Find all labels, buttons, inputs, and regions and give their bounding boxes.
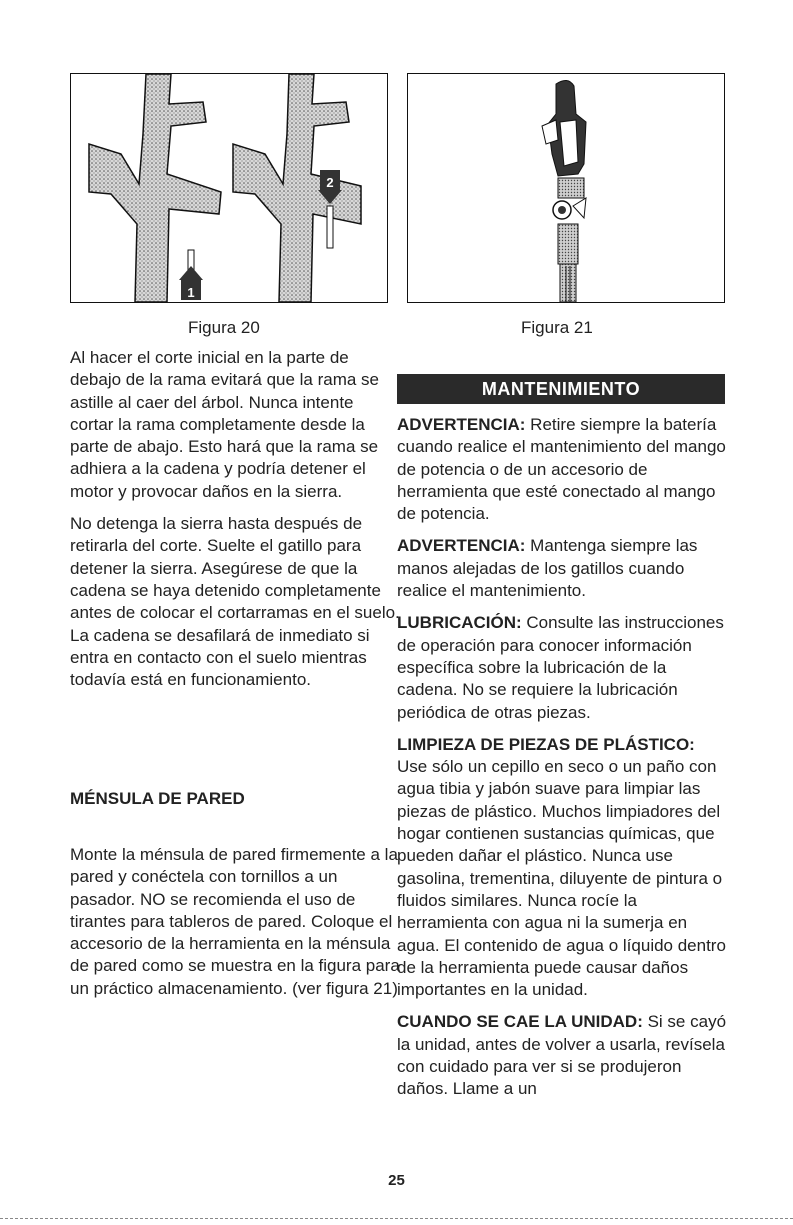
section-heading-wall-bracket: MÉNSULA DE PARED [70,789,245,808]
figure-20-illustration [70,73,388,303]
cleaning-section: LIMPIEZA DE PIEZAS DE PLÁSTICO: Use sólo un cepillo en seco o un paño con agua tibia y jabón suave para limpiar las piezas de plástico. Muchos limpiadores del hogar contienen sustancias químicas, que pueden dañar el plástico. Nunca use gasolina, trementina, diluyente de pintura o fluidos similares. Nunca rocíe la herramienta con agua ni la sumerja en agua. El contenido de agua o líquido dentro de la herramienta puede causar daños importantes en la unidad. [397,734,726,1000]
marker-1: 1 [187,285,195,300]
footer-divider [0,1218,793,1219]
left-column [70,347,400,701]
page-number: 25 [388,1172,405,1189]
lubrication-section: LUBRICACIÓN: Consulte las instrucciones de operación para conocer información específica sobre la lubricación de la cadena. No se requiere la lubricación periódica de otras piezas. [397,613,724,722]
figure-21-caption: Figura 21 [521,318,593,337]
wall-bracket-diagram [408,74,724,302]
marker-2: 2 [326,175,334,190]
paragraph-initial-cut: Al hacer el corte inicial en la parte de debajo de la rama evitará que la rama se astille al caer del árbol. Nunca intente cortar la rama completamente desde la parte de abajo. Esto hará que la rama se adhiera a la cadena y podría detener el motor y provocar daños en la sierra. [70,348,380,501]
tree-branch-cut-diagram [71,74,387,302]
lubrication-label: LUBRICACIÓN: [397,613,522,633]
dropped-unit-section: CUANDO SE CAE LA UNIDAD: Si se cayó la unidad, antes de volver a usarla, revísela con cuidado para ver si se produjeron daños. Llame a un [397,1012,727,1099]
figure-20-caption: Figura 20 [188,318,260,337]
dropped-unit-label: CUANDO SE CAE LA UNIDAD: [397,1012,643,1032]
right-column [397,414,727,1111]
paragraph-wall-bracket: Monte la ménsula de pared firmemente a la pared y conéctela con tornillos a un pasador. NO se recomienda el uso de tirantes para tableros de pared. Coloque el accesorio de la herramienta en la ménsula de pared como se muestra en la figura para un práctico almacenamiento. (ver figura 21) [70,845,400,998]
warning-battery: ADVERTENCIA: Retire siempre la batería cuando realice el mantenimiento del mango de potencia o de un accesorio de herramienta que esté conectado al mango de potencia. [397,415,726,524]
cleaning-label: LIMPIEZA DE PIEZAS DE PLÁSTICO: [397,734,695,754]
warning-triggers: ADVERTENCIA: Mantenga siempre las manos alejadas de los gatillos cuando realice el mantenimiento. [397,536,698,601]
warning-label: ADVERTENCIA: [397,415,526,434]
paragraph-stop-saw: No detenga la sierra hasta después de retirarla del corte. Suelte el gatillo para detener la sierra. Asegúrese de que la cadena se haya detenido completamente antes de colocar el cortarramas en el suelo. La cadena se desafilará de inmediato si entra en contacto con el suelo mientras todavía está en funcionamiento. [70,514,400,690]
maintenance-banner: MANTENIMIENTO [397,374,725,404]
left-column-bracket [70,844,400,1010]
warning-label: ADVERTENCIA: [397,536,526,556]
figure-21-illustration [407,73,725,303]
